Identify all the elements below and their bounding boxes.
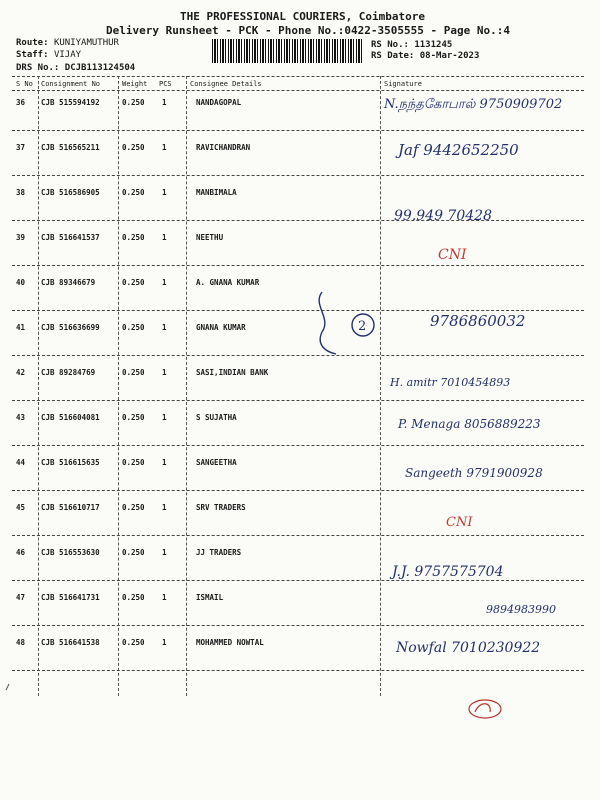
- row-consignment-no: CJB 516641731: [41, 593, 100, 602]
- row-weight: 0.250: [122, 413, 145, 422]
- row-divider: [12, 625, 584, 626]
- row-consignment-no: CJB 516641538: [41, 638, 100, 647]
- col-signature: Signature: [384, 80, 422, 88]
- row-consignee: RAVICHANDRAN: [196, 143, 251, 152]
- row-consignee: MANBIMALA: [196, 188, 237, 197]
- row-consignee: MOHAMMED NOWTAL: [196, 638, 264, 647]
- row-weight: 0.250: [122, 278, 145, 287]
- table-row: [0, 542, 600, 587]
- col-sno: S No: [16, 80, 33, 88]
- row-weight: 0.250: [122, 98, 145, 107]
- runsheet-title: Delivery Runsheet - PCK - Phone No.:0422-3505555 - Page No.:4: [106, 24, 510, 37]
- row-pcs: 1: [162, 593, 167, 602]
- row-consignment-no: CJB 89346679: [41, 278, 96, 287]
- table-row: [0, 497, 600, 542]
- row-sno: 48: [16, 638, 26, 647]
- row-sno: 47: [16, 593, 26, 602]
- row-pcs: 1: [162, 143, 167, 152]
- row-sno: 44: [16, 458, 26, 467]
- col-consignment: Consignment No: [41, 80, 101, 88]
- row-sno: 39: [16, 233, 26, 242]
- row-signature: H. amitr 7010454893: [390, 376, 511, 389]
- row-consignee: NANDAGOPAL: [196, 98, 242, 107]
- staff-value: VIJAY: [53, 50, 82, 60]
- table-row: [0, 452, 600, 497]
- row-signature: CNI: [446, 515, 473, 530]
- table-row: [0, 632, 600, 677]
- row-sno: 43: [16, 413, 26, 422]
- row-signature: 9894983990: [486, 603, 556, 616]
- row-signature: Sangeeth 9791900928: [405, 466, 543, 480]
- row-consignment-no: CJB 516610717: [41, 503, 100, 512]
- row-consignment-no: CJB 516565211: [41, 143, 100, 152]
- row-divider: [12, 580, 584, 581]
- row-divider: [12, 310, 584, 311]
- row-sno: 37: [16, 143, 26, 152]
- row-consignee: ISMAIL: [196, 593, 224, 602]
- row-divider: [12, 535, 584, 536]
- row-sno: 42: [16, 368, 26, 377]
- row-consignment-no: CJB 516586905: [41, 188, 100, 197]
- rs-number: RS No.: 1131245: [371, 40, 453, 50]
- row-pcs: 1: [162, 278, 167, 287]
- row-pcs: 1: [162, 458, 167, 467]
- svg-text:2: 2: [358, 319, 367, 334]
- staff-line: [16, 50, 81, 60]
- row-signature: 99.949 70428: [394, 208, 492, 224]
- row-consignee: JJ TRADERS: [196, 548, 242, 557]
- table-row: [0, 137, 600, 182]
- row-pcs: 1: [162, 233, 167, 242]
- row-weight: 0.250: [122, 143, 145, 152]
- row-signature: N.நந்தகோபால் 9750909702: [384, 97, 563, 112]
- row-consignment-no: CJB 516553630: [41, 548, 100, 557]
- row-divider: [12, 355, 584, 356]
- barcode: [212, 39, 362, 63]
- table-row: [0, 227, 600, 272]
- row-weight: 0.250: [122, 503, 145, 512]
- row-signature: Nowfal 7010230922: [396, 640, 541, 656]
- staff-label: Staff:: [16, 50, 49, 60]
- row-consignee: SANGEETHA: [196, 458, 237, 467]
- row-pcs: 1: [162, 413, 167, 422]
- row-divider: [12, 670, 584, 671]
- row-divider: [12, 175, 584, 176]
- row-weight: 0.250: [122, 458, 145, 467]
- row-divider: [12, 265, 584, 266]
- row-consignment-no: CJB 89284769: [41, 368, 96, 377]
- row-consignment-no: CJB 516641537: [41, 233, 100, 242]
- row-weight: 0.250: [122, 593, 145, 602]
- row-consignee: S SUJATHA: [196, 413, 237, 422]
- row-pcs: 1: [162, 323, 167, 332]
- row-consignee: SASI,INDIAN BANK: [196, 368, 269, 377]
- row-consignment-no: CJB 516636699: [41, 323, 100, 332]
- table-row: [0, 182, 600, 227]
- route-label: Route:: [16, 38, 49, 48]
- table-row: [0, 317, 600, 362]
- row-consignee: NEETHU: [196, 233, 224, 242]
- row-pcs: 1: [162, 188, 167, 197]
- row-signature: Jaf 9442652250: [398, 141, 519, 159]
- row-weight: 0.250: [122, 638, 145, 647]
- row-consignment-no: CJB 515594192: [41, 98, 100, 107]
- row-signature: 9786860032: [430, 312, 526, 330]
- table-row: [0, 92, 600, 137]
- row-divider: [12, 445, 584, 446]
- row-weight: 0.250: [122, 188, 145, 197]
- route-line: [16, 38, 119, 48]
- row-signature: CNI: [438, 247, 467, 263]
- row-consignment-no: CJB 516604081: [41, 413, 100, 422]
- row-sno: 38: [16, 188, 26, 197]
- header-bottom-rule: [12, 90, 584, 91]
- drs-label: DRS No.:: [16, 63, 60, 73]
- row-consignment-no: CJB 516615635: [41, 458, 100, 467]
- row-consignee: GNANA KUMAR: [196, 323, 246, 332]
- row-sno: 40: [16, 278, 26, 287]
- col-weight: Weight: [122, 80, 148, 88]
- row-divider: [12, 220, 584, 221]
- table-row: [0, 587, 600, 632]
- row-pcs: 1: [162, 638, 167, 647]
- row-consignee: A. GNANA KUMAR: [196, 278, 260, 287]
- row-pcs: 1: [162, 98, 167, 107]
- row-divider: [12, 130, 584, 131]
- drs-value: DCJB113124504: [64, 63, 136, 73]
- row-divider: [12, 400, 584, 401]
- row-weight: 0.250: [122, 233, 145, 242]
- row-sno: 41: [16, 323, 26, 332]
- table-row: [0, 362, 600, 407]
- drs-line: [16, 63, 135, 73]
- route-value: KUNIYAMUTHUR: [53, 38, 119, 48]
- row-signature: P. Menaga 8056889223: [398, 417, 541, 431]
- header-top-rule: [12, 76, 584, 77]
- col-pcs: PCS: [159, 80, 172, 88]
- row-weight: 0.250: [122, 323, 145, 332]
- company-name: THE PROFESSIONAL COURIERS, Coimbatore: [180, 10, 426, 23]
- row-signature: J.J. 9757575704: [392, 564, 504, 580]
- rs-date: RS Date: 08-Mar-2023: [371, 51, 480, 61]
- row-pcs: 1: [162, 503, 167, 512]
- row-weight: 0.250: [122, 548, 145, 557]
- row-divider: [12, 490, 584, 491]
- row-sno: 46: [16, 548, 26, 557]
- row-consignee: SRV TRADERS: [196, 503, 246, 512]
- row-pcs: 1: [162, 368, 167, 377]
- table-row: [0, 407, 600, 452]
- row-sno: 45: [16, 503, 26, 512]
- row-pcs: 1: [162, 548, 167, 557]
- row-sno: 36: [16, 98, 26, 107]
- col-consignee: Consignee Details: [190, 80, 262, 88]
- row-weight: 0.250: [122, 368, 145, 377]
